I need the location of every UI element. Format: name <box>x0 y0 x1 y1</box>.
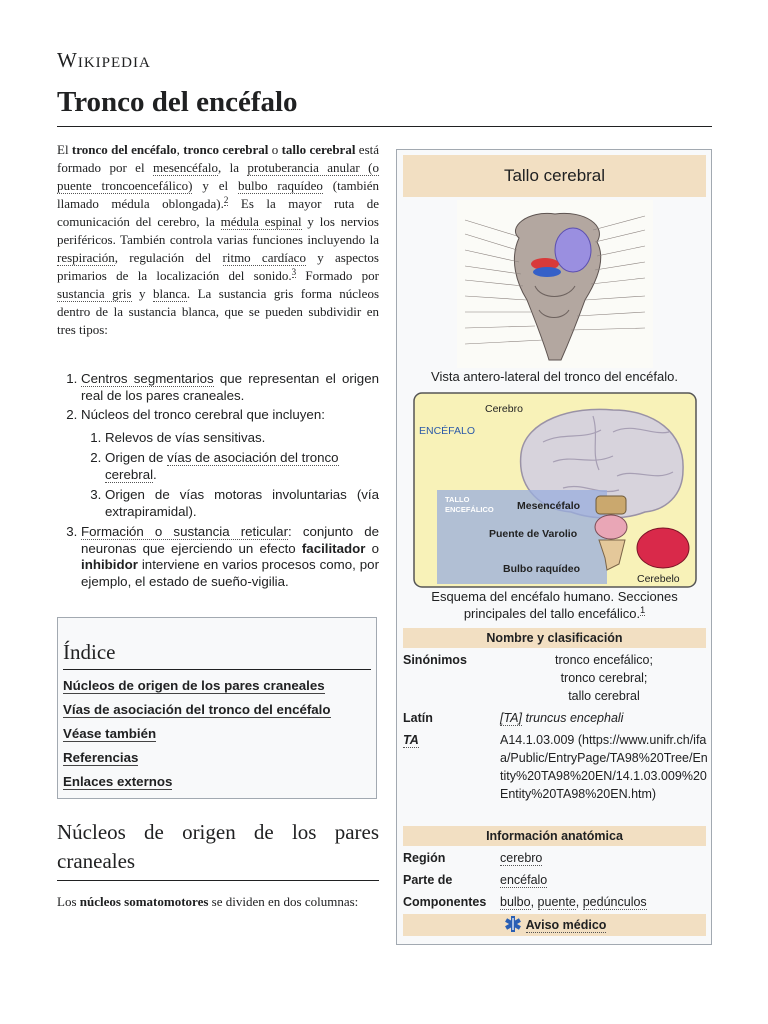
infobox-title: Tallo cerebral <box>403 155 706 197</box>
label-cerebelo: Cerebelo <box>637 573 680 585</box>
label-mesencefalo: Mesencéfalo <box>517 500 581 512</box>
link-mesencefalo[interactable]: mesencéfalo <box>152 160 218 175</box>
row-value <box>500 849 708 867</box>
list-item: 3. Origen de vías motoras involuntarias (vía extrapiramidal). <box>105 487 379 520</box>
row-label: Latín <box>403 711 433 725</box>
lead-paragraph: El tronco del encéfalo, tronco cerebral o tallo cerebral está formado por el mesencéfalo, la protuberancia anular (o puente troncoencefálico) y el bulbo raquídeo (también llamado médula oblongada).$^2$ Es la mayor ruta de comunicación del cerebro, la médula espinal y los nervios periféricos. También controla varias funciones incluyendo la respiración, regulación del ritmo cardíaco y aspectos primarios de la localización del sonido.$^3$ Formado por sustancia gris y blanca. La sustancia gris forma núcleos dentro de la sustancia blanca, que se pueden subdividir en tres tipos: <box>57 142 380 337</box>
link-formacion-reticular[interactable]: Formación o sustancia reticular <box>81 524 289 539</box>
link-blanca[interactable]: blanca <box>153 286 187 301</box>
toc-item[interactable]: Véase también <box>63 726 157 741</box>
section-heading: Núcleos de origen de los pares craneales <box>57 818 379 881</box>
link-cerebro[interactable]: cerebro <box>500 851 543 865</box>
list-item: 2. Núcleos del tronco cerebral que incluyen: 1. Relevos de vías sensitivas. 2. Origen de vías de asociación del tronco cerebral. 3. Origen de vías motoras involuntarias (vía extrapiramidal). <box>81 407 379 520</box>
section-header-classification: Nombre y clasificación <box>403 628 706 648</box>
medical-warning[interactable]: Aviso médico <box>403 914 706 936</box>
row-ta <box>403 731 706 823</box>
image-caption: Esquema del encéfalo humano. Secciones principales del tallo encefálico.$^1$ <box>431 589 678 621</box>
label-tallo: TALLO <box>445 495 470 504</box>
section-paragraph: Los núcleos somatomotores se dividen en dos columnas: <box>57 894 359 909</box>
row-value: [TA] truncus encephali <box>500 711 624 725</box>
row-value: bulbo, puente, pedúnculos <box>500 895 647 909</box>
table-of-contents <box>57 617 377 799</box>
link-bulbo-comp[interactable]: bulbo <box>500 895 531 909</box>
toc-item[interactable]: Referencias <box>63 750 139 765</box>
sub-list <box>81 430 379 521</box>
list-item: 1. Relevos de vías sensitivas. <box>105 430 379 447</box>
brainstem-illustration[interactable] <box>457 200 653 368</box>
toc-item[interactable]: Vías de asociación del tronco del encéfalo <box>63 702 331 717</box>
link-ritmo[interactable]: ritmo cardíaco <box>222 250 306 265</box>
row-value: tronco encefálico; tronco cerebral; tallo cerebral <box>555 653 653 703</box>
ta-link[interactable]: A14.1.03.009 (https://www.unifr.ch/ifaa/Public/EntryPage/TA98%20Tree/Entity%20TA98%20EN/14.1.03.009%20Entity%20TA98%20EN.htm) <box>500 733 708 801</box>
brain-diagram[interactable] <box>413 392 697 588</box>
list-item: 1. Centros segmentarios que representan el origen real de los pares craneales. <box>81 371 379 404</box>
row-label <box>403 731 419 749</box>
page-title: Tronco del encéfalo <box>57 86 298 118</box>
link-centros[interactable]: Centros segmentarios <box>81 371 214 386</box>
row-label: Sinónimos <box>403 653 467 667</box>
link-respiracion[interactable]: respiración <box>57 250 115 265</box>
label-cerebro: Cerebro <box>485 403 523 415</box>
ref-3[interactable]: 3 <box>291 266 297 277</box>
link-ta-label[interactable]: TA <box>403 733 419 747</box>
ref-1[interactable]: 1 <box>640 604 646 615</box>
list-item: 3. Formación o sustancia reticular: conjunto de neuronas que ejerciendo un efecto facilitador o inhibidor interviene en varios procesos como, por ejemplo, el estado de sueño-vigilia. <box>81 524 379 590</box>
label-bulbo: Bulbo raquídeo <box>503 563 580 575</box>
link-vias-asociacion[interactable]: vías de asociación del tronco cerebral <box>105 450 339 482</box>
link-pedunculos[interactable]: pedúnculos <box>582 895 647 909</box>
link-protuberancia[interactable]: protuberancia anular (o puente troncoencefálico) <box>57 160 379 193</box>
list-item: 2. Origen de vías de asociación del tronco cerebral. <box>105 450 379 483</box>
link-ta[interactable]: [TA] <box>500 711 522 725</box>
nuclei-list <box>57 371 379 593</box>
label-encefalico: ENCEFÁLICO <box>445 505 494 514</box>
star-of-life-icon <box>503 915 523 933</box>
link-sustancia-gris[interactable]: sustancia gris <box>57 286 132 301</box>
toc-title: Índice <box>63 640 371 670</box>
link-puente[interactable]: puente <box>537 895 576 909</box>
row-sinonimos <box>403 651 706 705</box>
toc-item[interactable]: Núcleos de origen de los pares craneales <box>63 678 325 693</box>
ref-2[interactable]: 2 <box>223 194 229 205</box>
link-medula[interactable]: médula espinal <box>220 214 302 229</box>
label-encefalo: ENCÉFALO <box>419 425 476 437</box>
link-bulbo[interactable]: bulbo raquídeo <box>237 178 323 193</box>
section-header-anatomy: Información anatómica <box>403 826 706 846</box>
wikipedia-logo[interactable]: Wikipedia <box>57 48 151 72</box>
row-value <box>500 871 708 889</box>
row-label: Componentes <box>403 895 487 909</box>
toc-item[interactable]: Enlaces externos <box>63 774 173 789</box>
title-divider <box>57 126 712 127</box>
link-encefalo[interactable]: encéfalo <box>500 873 548 887</box>
row-label: Parte de <box>403 873 453 887</box>
label-puente: Puente de Varolio <box>489 528 578 540</box>
row-label: Región <box>403 851 446 865</box>
image-caption: Vista antero-lateral del tronco del encéfalo. <box>431 369 678 384</box>
infobox <box>396 149 712 945</box>
